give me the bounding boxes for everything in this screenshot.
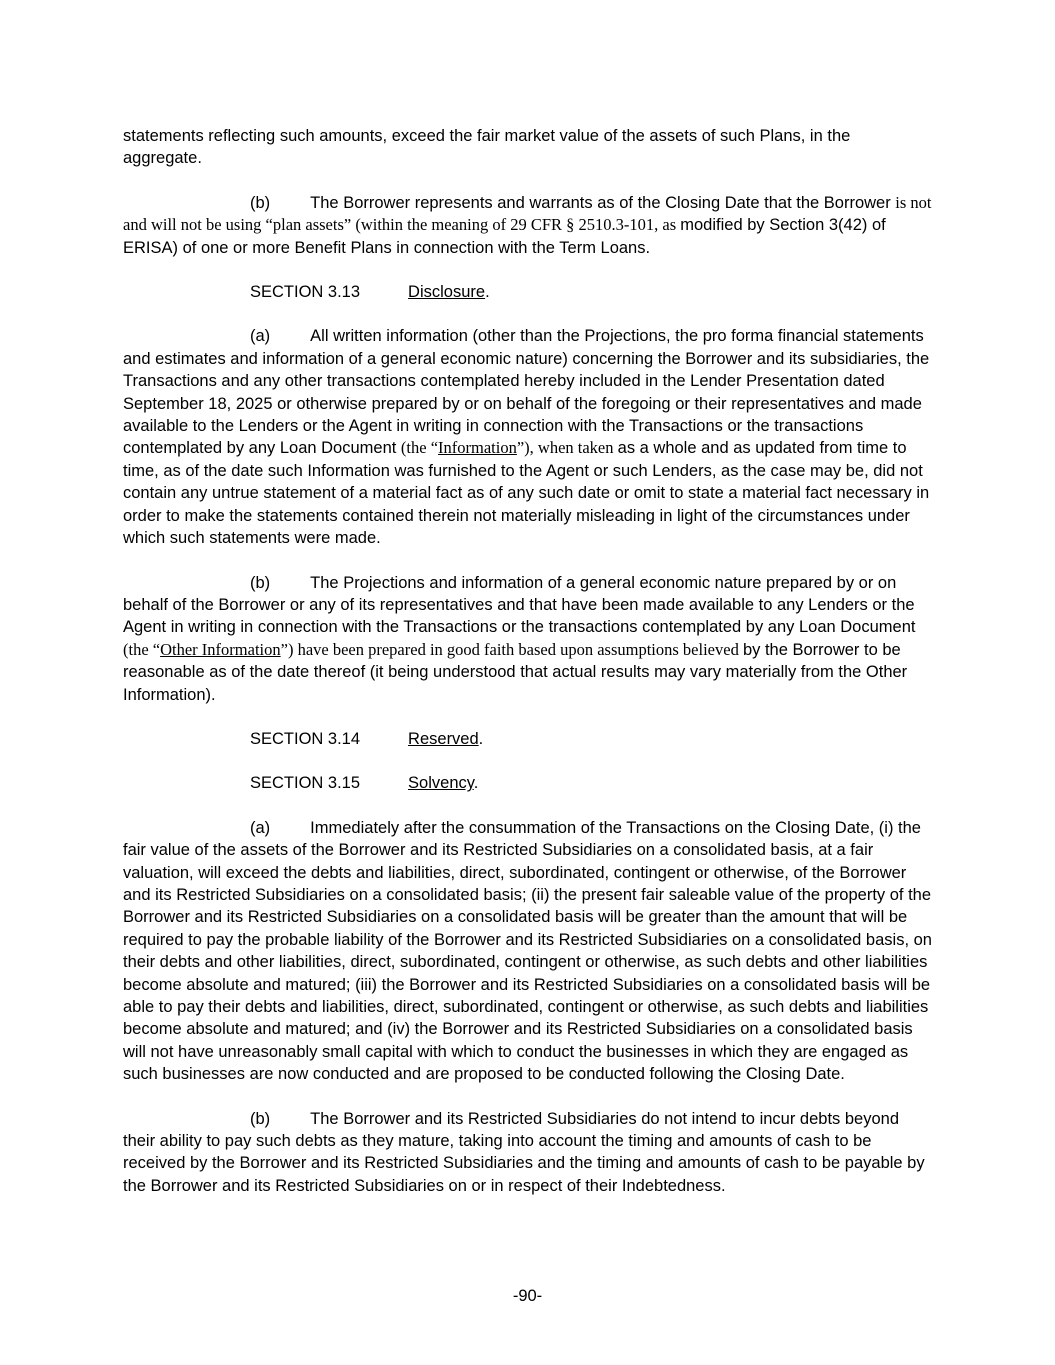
section-heading bbox=[250, 772, 933, 794]
text-run: statements reflecting such amounts, exceed the fair market value of the assets of such Plans, in the aggregate. bbox=[123, 127, 851, 168]
text-run: modified by Section 3(42) of ERISA) of one or more Benefit Plans in connection with the Term Loans. bbox=[123, 216, 886, 257]
text-run: (the “ bbox=[400, 438, 439, 458]
defined-term: Other Information bbox=[160, 639, 281, 659]
text-run: . bbox=[473, 774, 479, 793]
paragraph bbox=[123, 192, 933, 259]
text-run: . bbox=[485, 283, 490, 302]
defined-term: Disclosure bbox=[408, 283, 486, 302]
section-heading bbox=[250, 728, 933, 750]
text-run: (a) bbox=[250, 327, 271, 346]
text-run: by the Borrower to be reasonable as of the date thereof (it being understood that actual results may vary materially from the Other Information). bbox=[123, 640, 908, 704]
paragraph bbox=[123, 1108, 933, 1198]
text-run: (b) bbox=[250, 193, 271, 212]
paragraph bbox=[123, 325, 933, 549]
paragraph bbox=[123, 125, 933, 170]
defined-term: Reserved bbox=[408, 729, 479, 748]
text-run: ”) have been prepared in good faith based upon assumptions believed bbox=[280, 639, 743, 659]
document-body bbox=[123, 125, 933, 1219]
section-heading bbox=[250, 281, 933, 303]
paragraph bbox=[123, 572, 933, 706]
text-run: . bbox=[478, 729, 484, 748]
text-run: (b) bbox=[250, 1109, 271, 1128]
text-run: is not and will not be using “plan assets” (within the meaning of 29 CFR § 2510.3-101, as bbox=[123, 192, 932, 235]
text-run: (the “ bbox=[123, 639, 161, 659]
text-run: (b) bbox=[250, 573, 271, 592]
text-run: SECTION 3.13 bbox=[250, 283, 361, 302]
defined-term: Information bbox=[438, 438, 517, 458]
text-run: as a whole and as updated from time to time, as of the date such Information was furnished to the Agent or such Lenders, as the case may be, did not contain any untrue statement of a material fact as of any such date or omit to state a material fact necessary in order to make the statements contained therein not materially misleading in light of the circumstances under which such statements were made. bbox=[123, 439, 930, 548]
text-run: The Projections and information of a general economic nature prepared by or on behalf of the Borrower or any of its representatives and that have been made available to any Lenders or the Agent in writing in connection with the Transactions or the transactions contemplated by any Loan Document bbox=[123, 573, 916, 637]
text-run: ”), when taken bbox=[516, 438, 618, 458]
defined-term: Solvency bbox=[408, 774, 474, 793]
text-run: (a) bbox=[250, 818, 271, 837]
text-run: SECTION 3.14 bbox=[250, 729, 361, 748]
text-run: SECTION 3.15 bbox=[250, 774, 361, 793]
text-run: Immediately after the consummation of the Transactions on the Closing Date, (i) the fair value of the assets of the Borrower and its Restricted Subsidiaries on a consolidated basis, at a fair valuation, will exceed the debts and liabilities, direct, subordinated, contingent or otherwise, of the Borrower and its Restricted Subsidiaries on a consolidated basis; (ii) the present fair saleable value of the property of the Borrower and its Restricted Subsidiaries on a consolidated basis will be greater than the amount that will be required to pay the probable liability of the Borrower and its Restricted Subsidiaries on a consolidated basis, on their debts and other liabilities, direct, subordinated, contingent or otherwise, as such debts and other liabilities become absolute and matured; (iii) the Borrower and its Restricted Subsidiaries on a consolidated basis will be able to pay their debts and liabilities, direct, subordinated, contingent or otherwise, as such debts and liabilities become absolute and matured; and (iv) the Borrower and its Restricted Subsidiaries on a consolidated basis will not have unreasonably small capital with which to conduct the businesses in which they are engaged as such businesses are now conducted and are proposed to be conducted following the Closing Date. bbox=[123, 818, 932, 1084]
page-number: -90- bbox=[512, 1287, 543, 1305]
text-run: The Borrower and its Restricted Subsidiaries do not intend to incur debts beyond their ability to pay such debts as they mature, taking into account the timing and amounts of cash to be received by the Borrower and its Restricted Subsidiaries and the timing and amounts of cash to be payable by the Borrower and its Restricted Subsidiaries on or in respect of their Indebtedness. bbox=[123, 1109, 925, 1195]
paragraph bbox=[123, 817, 933, 1086]
text-run: All written information (other than the Projections, the pro forma financial statements and estimates and information of a general economic nature) concerning the Borrower and its subsidiaries, the Transactions and any other transactions contemplated hereby included in the Lender Presentation dated September 18, 2025 or otherwise prepared by or on behalf of the foregoing or their representatives and made available to the Lenders or the Agent in writing in connection with the Transactions or the transactions contemplated by any Loan Document bbox=[123, 327, 930, 458]
text-run: The Borrower represents and warrants as of the Closing Date that the Borrower bbox=[310, 193, 896, 212]
